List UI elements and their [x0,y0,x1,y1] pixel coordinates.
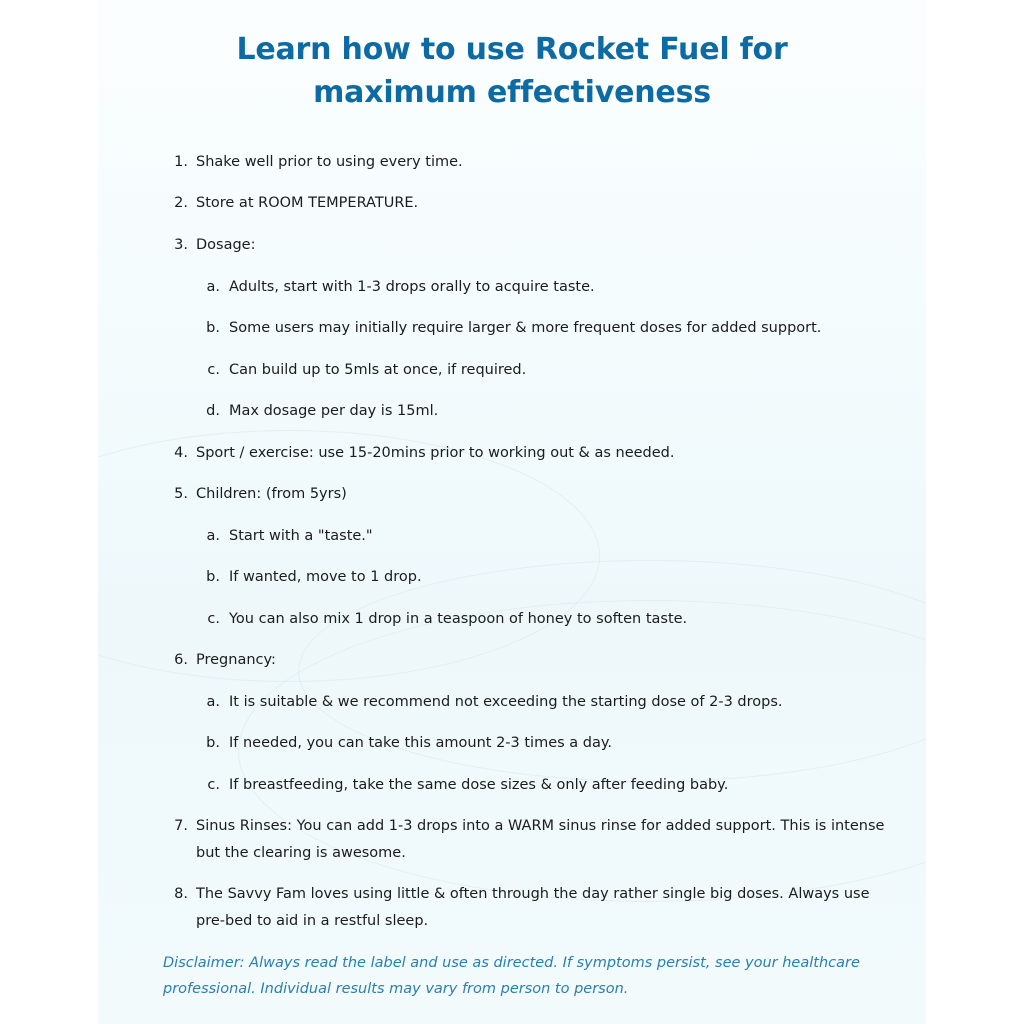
page-title [0,28,1024,114]
list-item-text: Pregnancy: [196,652,276,668]
list-item-text: Start with a "taste." [229,528,373,544]
disclaimer [163,950,903,1002]
list-marker: b. [206,320,220,336]
list-marker: a. [206,528,220,544]
list-marker: 3. [174,237,188,253]
list-marker: 4. [174,445,188,461]
title-line-2: maximum effectiveness [313,75,711,110]
list-item-text: If wanted, move to 1 drop. [229,569,422,585]
list-item-text: You can also mix 1 drop in a teaspoon of honey to soften taste. [229,611,688,627]
list-marker: 5. [174,486,188,502]
list-item-text-line-1: The Savvy Fam loves using little & often through the day rather single big doses. Always use [196,886,870,902]
list-marker: 2. [174,195,188,211]
list-item-text: Shake well prior to using every time. [196,154,463,170]
list-marker: a. [206,279,220,295]
list-marker: 1. [174,154,188,170]
list-item-text-line-2: but the clearing is awesome. [196,845,406,861]
list-marker: d. [206,403,220,419]
list-item-text: Store at ROOM TEMPERATURE. [196,195,419,211]
list-item-text: Children: (from 5yrs) [196,486,347,502]
title-line-1: Learn how to use Rocket Fuel for [236,32,788,67]
list-item-text: If breastfeeding, take the same dose sizes & only after feeding baby. [229,777,729,793]
list-item-text: Adults, start with 1-3 drops orally to acquire taste. [229,279,595,295]
list-marker: c. [207,362,220,378]
list-marker: b. [206,569,220,585]
list-marker: a. [206,694,220,710]
list-marker: 7. [174,818,188,834]
list-item-text: Can build up to 5mls at once, if required. [229,362,527,378]
list-item-text: It is suitable & we recommend not exceeding the starting dose of 2-3 drops. [229,694,783,710]
list-item-text-line-2: pre-bed to aid in a restful sleep. [196,913,429,929]
list-marker: c. [207,777,220,793]
list-item-text: Sport / exercise: use 15-20mins prior to working out & as needed. [196,445,675,461]
disclaimer-line-1: Disclaimer: Always read the label and use as directed. If symptoms persist, see your healthcare [163,955,860,971]
list-marker: 6. [174,652,188,668]
list-item-text: Max dosage per day is 15ml. [229,403,439,419]
list-item-text: Some users may initially require larger & more frequent doses for added support. [229,320,822,336]
disclaimer-line-2: professional. Individual results may vary from person to person. [163,981,629,997]
list-item-text: Dosage: [196,237,256,253]
list-item-text-line-1: Sinus Rinses: You can add 1-3 drops into a WARM sinus rinse for added support. This is intense [196,818,885,834]
list-item-text: If needed, you can take this amount 2-3 times a day. [229,735,613,751]
list-marker: c. [207,611,220,627]
list-marker: 8. [174,886,188,902]
list-marker: b. [206,735,220,751]
